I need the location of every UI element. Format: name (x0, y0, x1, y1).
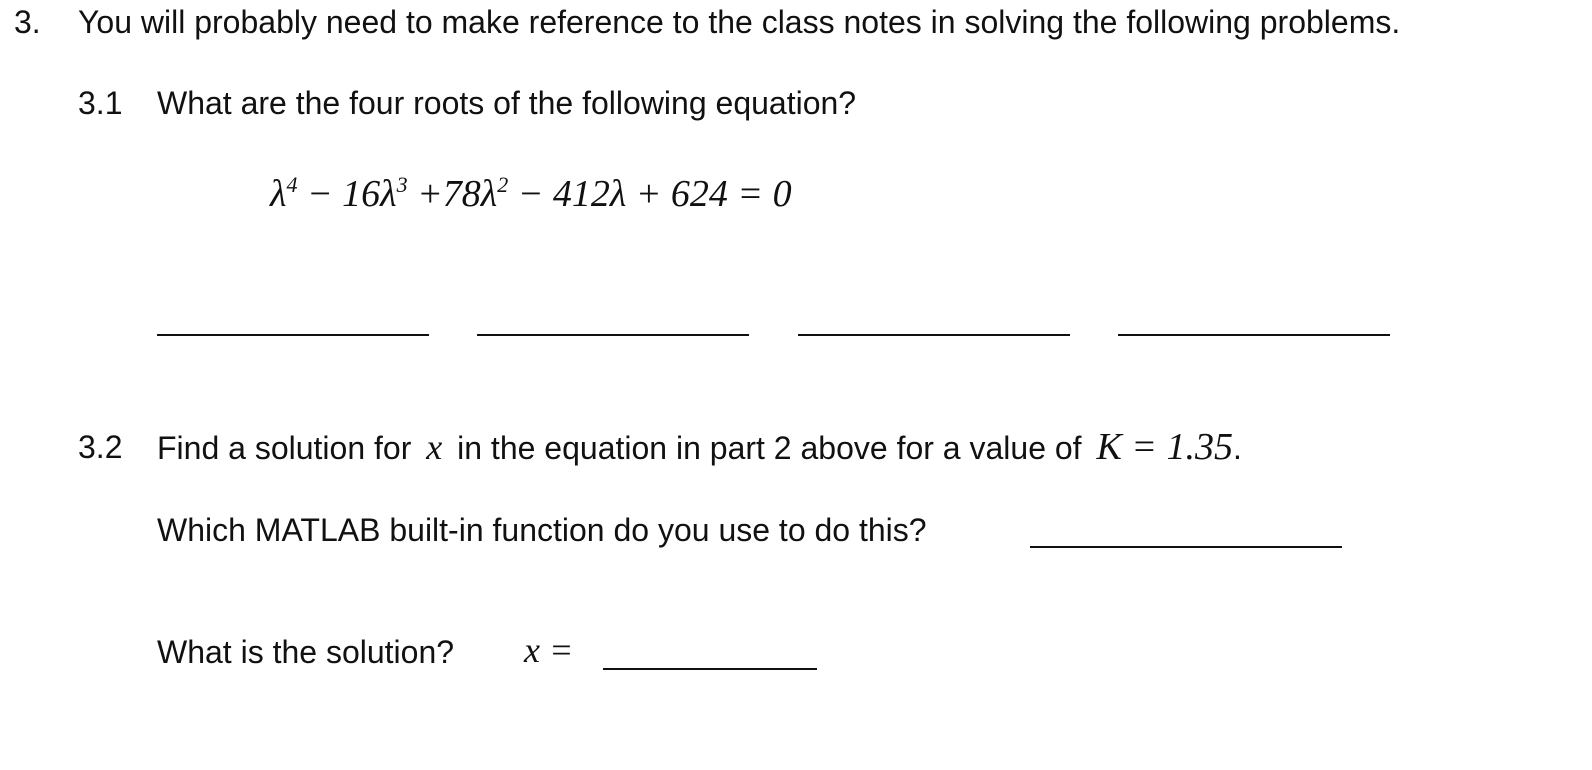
eq-term-3: +78λ (407, 173, 498, 215)
solution-question: What is the solution? (157, 634, 455, 670)
eq-term-2: − 16λ (297, 173, 397, 215)
root-2-answer-blank[interactable] (477, 334, 749, 336)
k-value-expression: K = 1.35 (1096, 426, 1233, 468)
solution-variable-label: x = (524, 630, 574, 670)
eq-term-1: λ (270, 173, 287, 215)
matlab-function-answer-blank[interactable] (1030, 546, 1342, 548)
part-3-1-number: 3.1 (78, 85, 123, 121)
eq-term-4: − 412λ + 624 = 0 (508, 173, 792, 215)
eq-exp-4: 4 (286, 172, 298, 197)
solution-answer-blank[interactable] (603, 668, 817, 670)
question-text-before: Find a solution for (157, 430, 412, 466)
question-text-after: in the equation in part 2 above for a value of (457, 430, 1082, 466)
quartic-equation (270, 172, 792, 216)
root-1-answer-blank[interactable] (157, 334, 429, 336)
problem-instruction: You will probably need to make reference to the class notes in solving the following problems. (78, 4, 1401, 40)
root-4-answer-blank[interactable] (1118, 334, 1390, 336)
part-3-2-question (157, 427, 1242, 468)
eq-exp-3: 3 (396, 172, 408, 197)
part-3-1-question: What are the four roots of the following equation? (157, 85, 857, 121)
sentence-period: . (1232, 430, 1242, 466)
eq-exp-2: 2 (497, 172, 509, 197)
variable-x: x (426, 427, 443, 467)
problem-number: 3. (14, 4, 41, 40)
matlab-function-question: Which MATLAB built-in function do you use to do this? (157, 512, 927, 548)
part-3-2-number: 3.2 (78, 429, 123, 465)
root-3-answer-blank[interactable] (798, 334, 1070, 336)
